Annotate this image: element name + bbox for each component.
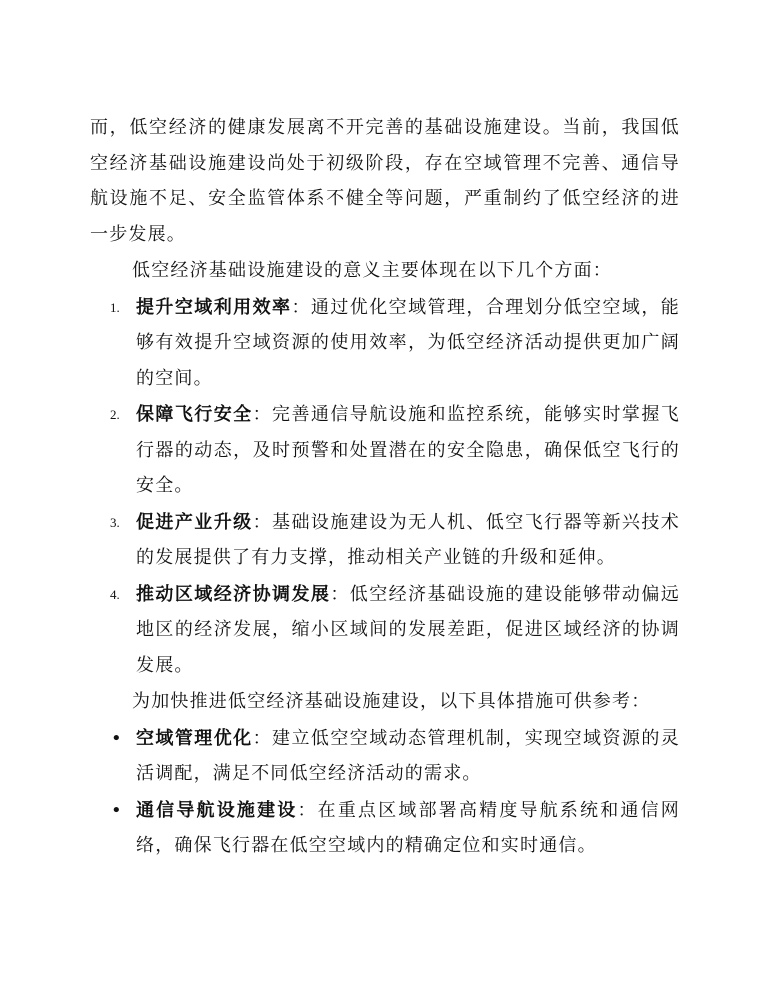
item-text: ：完善通信导航设施和监控系统，能够实时掌握飞行器的动态，及时预警和处置潜在的安全隐患，确保低空飞行的安全。	[136, 404, 680, 496]
list-number: 3.	[110, 514, 120, 530]
significance-heading: 低空经济基础设施建设的意义主要体现在以下几个方面：	[132, 260, 612, 281]
item-title: 提升空域利用效率	[136, 296, 292, 318]
bullet-icon: •	[111, 799, 122, 821]
significance-item-1	[90, 290, 680, 397]
measures-list	[90, 721, 680, 864]
item-title: 促进产业升级	[136, 511, 253, 533]
item-text: ：通过优化空域管理，合理划分低空空域，能够有效提升空域资源的使用效率，为低空经济活动提供更加广阔的空间。	[136, 296, 680, 389]
list-number: 1.	[110, 299, 120, 315]
item-text: ：低空经济基础设施的建设能够带动偏远地区的经济发展，缩小区域间的发展差距，促进区域经济的协调发展。	[136, 583, 680, 676]
list-number: 4.	[110, 586, 120, 602]
item-text: ：基础设施建设为无人机、低空飞行器等新兴技术的发展提供了有力支撑，推动相关产业链的升级和延伸。	[136, 511, 680, 568]
significance-item-2	[90, 397, 680, 504]
significance-item-3	[90, 505, 680, 576]
bullet-icon: •	[111, 727, 122, 749]
measures-item-1	[90, 721, 680, 792]
significance-list	[90, 290, 680, 684]
measures-item-2	[90, 793, 680, 864]
item-title: 空域管理优化	[136, 727, 253, 749]
item-title: 通信导航设施建设	[136, 799, 298, 821]
item-text: ：在重点区域部署高精度导航系统和通信网络，确保飞行器在低空空域内的精确定位和实时通信。	[136, 799, 680, 856]
item-text: ：建立低空空域动态管理机制，实现空域资源的灵活调配，满足不同低空经济活动的需求。	[136, 727, 680, 784]
intro-paragraph: 而，低空经济的健康发展离不开完善的基础设施建设。当前，我国低空经济基础设施建设尚处于初级阶段，存在空域管理不完善、通信导航设施不足、安全监管体系不健全等问题，严重制约了低空经济的进一步发展。	[90, 117, 680, 245]
significance-item-4	[90, 577, 680, 684]
list-number: 2.	[110, 407, 120, 422]
item-title: 保障飞行安全	[136, 404, 253, 425]
measures-heading: 为加快推进低空经济基础设施建设，以下具体措施可供参考：	[132, 691, 651, 712]
item-title: 推动区域经济协调发展	[136, 583, 331, 605]
document-page	[90, 110, 680, 864]
